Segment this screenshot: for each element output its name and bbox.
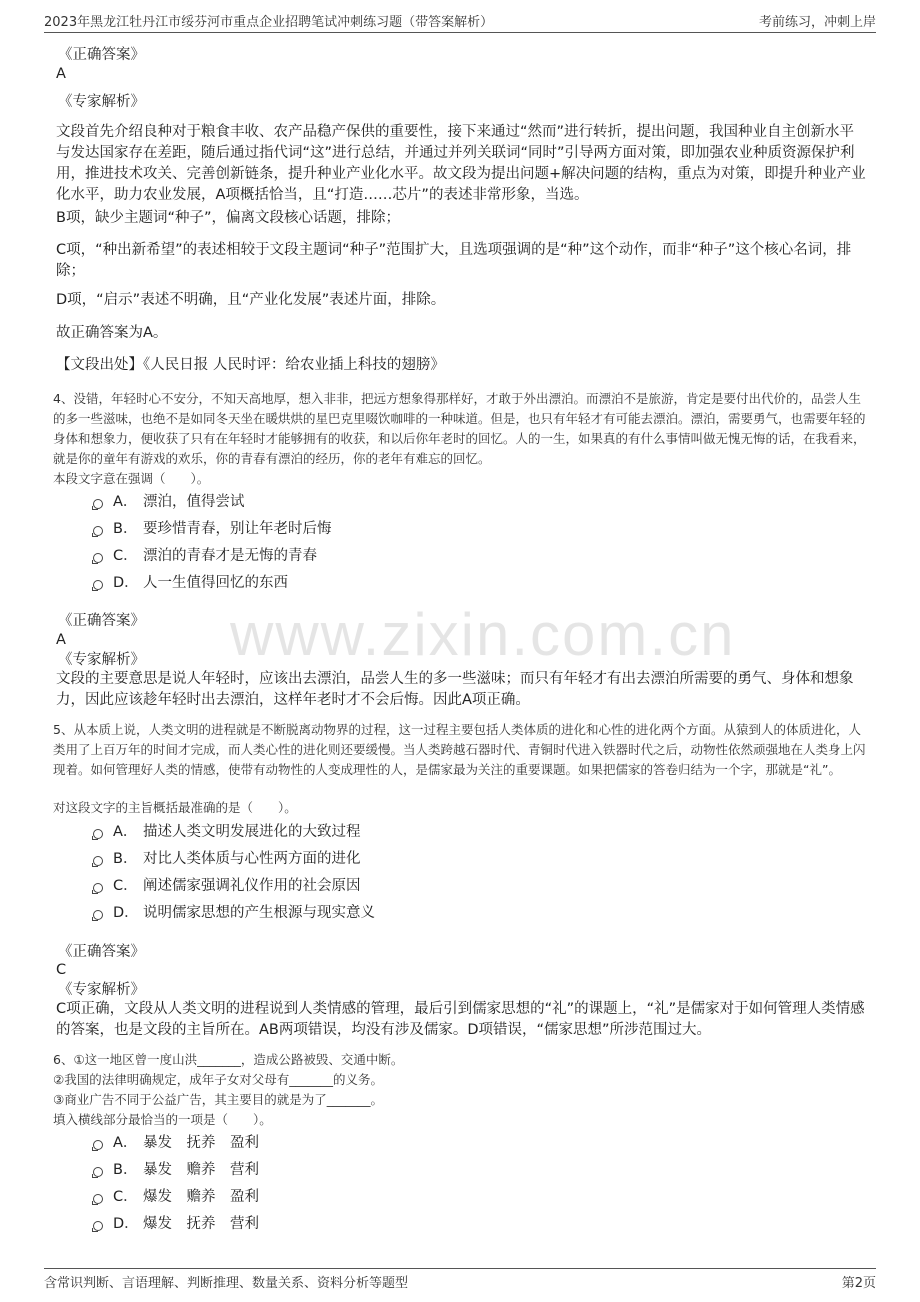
answer-label: 《正确答案》	[58, 613, 145, 629]
option-d[interactable]	[93, 900, 375, 922]
radio-icon[interactable]	[93, 1194, 103, 1204]
analysis-paragraph: C项，“种出新希望”的表述相较于文段主题词“种子”范围扩大，且选项强调的是“种”这个动作，而非“种子”这个核心名词，排除；	[56, 242, 852, 279]
footer-topics: 含常识判断、言语理解、判断推理、数量关系、资料分析等题型	[44, 1275, 409, 1291]
option-key: D．	[113, 1215, 139, 1232]
option-b[interactable]	[93, 1157, 259, 1179]
question-stem: 4、没错，年轻时心不安分，不知天高地厚，想入非非，把远方想象得那样好，才敢于外出漂泊。而漂泊不是旅游，肯定是要付出代价的，品尝人生的多一些滋味，也绝不是如同冬天坐在暖烘烘的星巴克里啜饮咖啡的一种味道。但是，也只有年轻才有可能去漂泊。漂泊，需要勇气，也需要年轻的身体和想象力，便收获了只有在年轻时才能够拥有的收获，和以后你年老时的回忆。人的一生，如果真的有什么事情叫做无愧无悔的话，在我看来，就是你的童年有游戏的欢乐，你的青春有漂泊的经历，你的老年有难忘的回忆。	[53, 391, 866, 466]
analysis-paragraph: D项，“启示”表述不明确，且“产业化发展”表述片面，排除。	[56, 292, 446, 308]
document-title: 2023年黑龙江牡丹江市绥芬河市重点企业招聘笔试冲刺练习题（带答案解析）	[44, 14, 494, 30]
option-a[interactable]	[93, 489, 245, 511]
option-c[interactable]	[93, 543, 317, 565]
option-text: 阐述儒家强调礼仪作用的社会原因	[143, 877, 361, 894]
option-key: C．	[113, 547, 138, 564]
analysis-paragraph: C项正确，文段从人类文明的进程说到人类情感的管理，最后引到儒家思想的“礼”的课题上，“礼”是儒家对于如何管理人类情感的答案，也是文段的主旨所在。AB两项错误，均没有涉及儒家。D项错误，“儒家思想”所涉范围过大。	[56, 1001, 865, 1038]
radio-icon[interactable]	[93, 910, 103, 920]
option-c[interactable]	[93, 1184, 259, 1206]
option-d[interactable]	[93, 570, 288, 592]
analysis-paragraph: B项，缺少主题词“种子”，偏离文段核心话题，排除；	[56, 210, 400, 226]
option-key: A．	[113, 823, 138, 840]
question-prompt: 本段文字意在强调（ ）。	[53, 471, 210, 486]
question-prompt: 对这段文字的主旨概括最准确的是（ ）。	[53, 800, 297, 815]
radio-icon[interactable]	[93, 829, 103, 839]
answer-value: C	[56, 962, 67, 978]
option-a[interactable]	[93, 819, 361, 841]
option-d[interactable]	[93, 1211, 259, 1233]
analysis-paragraph: 文段首先介绍良种对于粮食丰收、农产品稳产保供的重要性，接下来通过“然而”进行转折，提出问题，我国种业自主创新水平与发达国家存在差距，随后通过指代词“这”进行总结，并通过并列关联词“同时”引导两方面对策，即加强农业种质资源保护利用，推进技术攻关、完善创新链条，提升种业产业化水平。故文段为提出问题+解决问题的结构，重点为对策，即提升种业产业化水平，助力农业发展，A项概括恰当，且“打造……芯片”的表述非常形象，当选。	[56, 124, 866, 203]
watermark: www.zixin.com.cn	[230, 601, 736, 668]
analysis-label: 《专家解析》	[58, 652, 145, 668]
question-stem: 5、从本质上说，人类文明的进程就是不断脱离动物界的过程，这一过程主要包括人类体质的进化和心性的进化两个方面。从猿到人的体质进化，人类用了上百万年的时间才完成，而人类心性的进化则还要缓慢。当人类跨越石器时代、青铜时代进入铁器时代之后，动物性依然顽强地在人类身上闪现着。如何管理好人类的情感，使带有动物性的人变成理性的人，是儒家最为关注的重要课题。如果把儒家的答卷归结为一个字，那就是“礼”。	[53, 722, 866, 777]
option-key: A．	[113, 1134, 138, 1151]
source-citation: 【文段出处】《人民日报 人民时评：给农业插上科技的翅膀》	[56, 357, 445, 373]
question-stem-line: ②我国的法律明确规定，成年子女对父母有_______的义务。	[53, 1072, 383, 1087]
header-slogan: 考前练习，冲刺上岸	[758, 14, 876, 30]
analysis-label: 《专家解析》	[58, 982, 145, 998]
radio-icon[interactable]	[93, 580, 103, 590]
question-stem-line: ③商业广告不同于公益广告，其主要目的就是为了_______。	[53, 1092, 383, 1107]
analysis-paragraph: 故正确答案为A。	[56, 325, 168, 341]
option-key: C．	[113, 877, 138, 894]
radio-icon[interactable]	[93, 1221, 103, 1231]
option-text: 暴发 抚养 盈利	[143, 1134, 259, 1151]
answer-value: A	[56, 66, 66, 82]
answer-value: A	[56, 632, 66, 648]
option-key: C．	[113, 1188, 138, 1205]
option-text: 暴发 赡养 营利	[143, 1161, 259, 1178]
page-number: 第2页	[841, 1275, 876, 1291]
answer-label: 《正确答案》	[58, 944, 145, 960]
option-key: D．	[113, 574, 139, 591]
option-key: D．	[113, 904, 139, 921]
option-a[interactable]	[93, 1130, 259, 1152]
radio-icon[interactable]	[93, 526, 103, 536]
option-text: 对比人类体质与心性两方面的进化	[143, 850, 361, 867]
page-header	[44, 8, 876, 33]
analysis-paragraph: 文段的主要意思是说人年轻时，应该出去漂泊，品尝人生的多一些滋味；而只有年轻才有出去漂泊所需要的勇气、身体和想象力，因此应该趁年轻时出去漂泊，这样年老时才不会后悔。因此A项正确。	[56, 671, 854, 708]
option-b[interactable]	[93, 516, 332, 538]
option-c[interactable]	[93, 873, 361, 895]
radio-icon[interactable]	[93, 499, 103, 509]
option-b[interactable]	[93, 846, 361, 868]
page-footer	[44, 1268, 876, 1293]
radio-icon[interactable]	[93, 1167, 103, 1177]
analysis-label: 《专家解析》	[58, 94, 145, 110]
option-text: 人一生值得回忆的东西	[143, 574, 288, 591]
radio-icon[interactable]	[93, 553, 103, 563]
radio-icon[interactable]	[93, 1140, 103, 1150]
radio-icon[interactable]	[93, 883, 103, 893]
option-text: 漂泊，值得尝试	[143, 493, 245, 510]
option-text: 爆发 赡养 盈利	[143, 1188, 259, 1205]
option-text: 说明儒家思想的产生根源与现实意义	[143, 904, 375, 921]
answer-label: 《正确答案》	[58, 47, 145, 63]
question-stem-line: 6、①这一地区曾一度山洪_______，造成公路被毁、交通中断。	[53, 1052, 404, 1067]
option-key: B．	[113, 850, 138, 867]
option-text: 漂泊的青春才是无悔的青春	[143, 547, 317, 564]
question-prompt: 填入横线部分最恰当的一项是（ ）。	[53, 1112, 272, 1127]
option-key: A．	[113, 493, 138, 510]
option-text: 要珍惜青春，别让年老时后悔	[143, 520, 332, 537]
option-key: B．	[113, 1161, 138, 1178]
option-key: B．	[113, 520, 138, 537]
radio-icon[interactable]	[93, 856, 103, 866]
option-text: 描述人类文明发展进化的大致过程	[143, 823, 361, 840]
option-text: 爆发 抚养 营利	[143, 1215, 259, 1232]
